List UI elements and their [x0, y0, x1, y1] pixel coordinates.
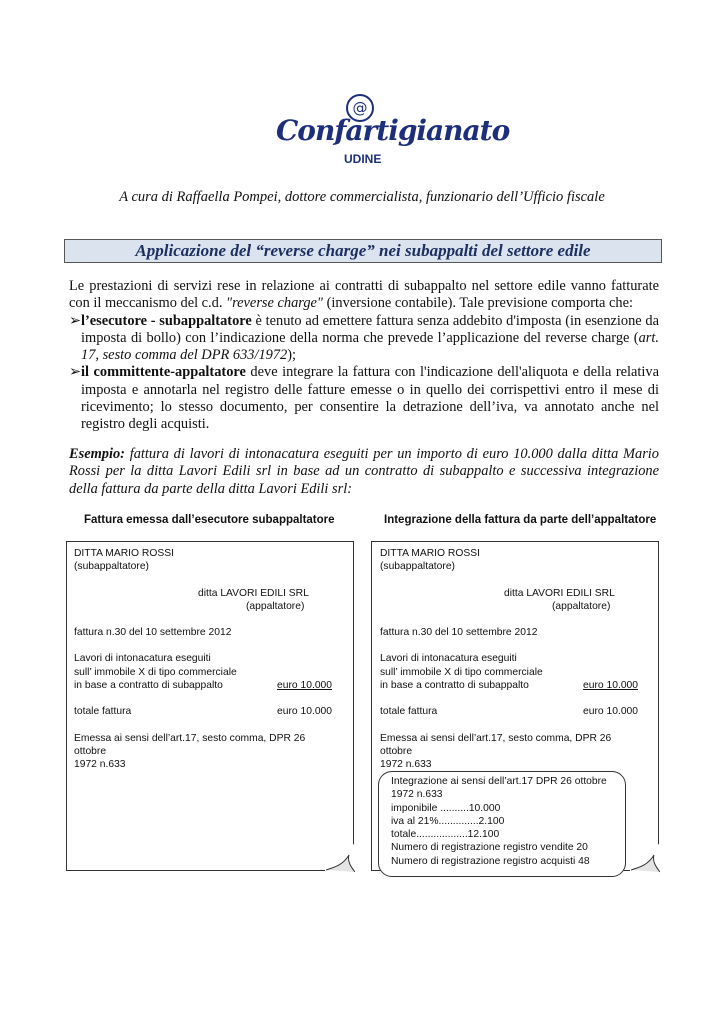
reg-vendite: Numero di registrazione registro vendite 20 — [391, 842, 588, 854]
issuer: DITTA MARIO ROSSI — [74, 548, 174, 559]
total-row — [380, 705, 638, 718]
bullet2-text: deve integrare la fattura con l'indicazione dell'aliquota e della relativa imposta e annotarla nel registro delle fatture emesse o in quello dei corrispettivi entro il mese di ricevimento; lo stesso documento, per consentire la detrazione dell’iva, va annotato anche nel registro degli acquisti. — [81, 364, 659, 433]
invoice-number: fattura n.30 del 10 settembre 2012 — [74, 627, 232, 639]
intro-paragraph — [69, 278, 659, 313]
integration-content — [391, 775, 619, 868]
total-label: totale fattura — [380, 706, 438, 718]
invoice-left-content — [74, 547, 332, 772]
legal-note-1: Emessa ai sensi dell’art.17, sesto comma, DPR 26 ottobre — [74, 732, 306, 757]
total-value: euro 10.000 — [583, 706, 638, 718]
desc-row — [74, 679, 332, 692]
client: ditta LAVORI EDILI SRL — [504, 587, 615, 599]
totale: totale..................12.100 — [391, 829, 500, 841]
desc-line-1: Lavori di intonacatura eseguiti — [74, 653, 211, 665]
bullet1-end: ); — [287, 347, 297, 364]
desc-line-1: Lavori di intonacatura eseguiti — [380, 653, 517, 665]
issuer: DITTA MARIO ROSSI — [380, 548, 480, 559]
integration-line-2: 1972 n.633 — [391, 789, 443, 801]
example-label: Esempio: — [69, 446, 125, 462]
amount: euro 10.000 — [583, 680, 638, 692]
bullet-esecutore — [69, 313, 659, 365]
total-row — [74, 705, 332, 718]
body-text — [69, 278, 659, 434]
reg-acquisti: Numero di registrazione registro acquisti 48 — [391, 855, 590, 867]
client-role: (appaltatore) — [552, 600, 611, 612]
page-curl-icon — [630, 843, 660, 873]
logo-sub: UDINE — [344, 152, 382, 166]
caption-right: Integrazione della fattura da parte dell’appaltatore — [384, 514, 657, 526]
arrow-bullet-icon: ➢ — [69, 312, 82, 329]
reverse-charge-term: "reverse charge" — [226, 295, 323, 312]
logo-name: Confartigianato — [276, 114, 510, 147]
legal-note-1: Emessa ai sensi dell’art.17, sesto comma, DPR 26 ottobre — [380, 732, 612, 757]
example-paragraph — [69, 446, 659, 498]
iva: iva al 21%..............2.100 — [391, 815, 505, 827]
bullet-committente — [69, 364, 659, 433]
logo-at-icon: @ — [346, 94, 374, 122]
arrow-bullet-icon: ➢ — [69, 364, 82, 381]
intro-text-2: (inversione contabile). Tale previsione comporta che: — [322, 295, 633, 312]
intro-text-1: Le prestazioni di servizi rese in relazione ai contratti di subappalto nel settore edile vanno fatturate con il meccanismo del c.d. — [69, 278, 659, 312]
total-label: totale fattura — [74, 706, 132, 718]
legal-note-2: 1972 n.633 — [74, 759, 126, 771]
legal-note-2: 1972 n.633 — [380, 759, 432, 771]
author-line: A cura di Raffaella Pompei, dottore commercialista, funzionario dell’Ufficio fiscale — [119, 189, 605, 205]
page-curl-icon — [325, 843, 355, 873]
invoice-number: fattura n.30 del 10 settembre 2012 — [380, 627, 538, 639]
bullet2-bold: il committente-appaltatore — [81, 364, 246, 381]
desc-line-2: sull’ immobile X di tipo commerciale — [380, 666, 543, 678]
client: ditta LAVORI EDILI SRL — [198, 587, 309, 599]
invoice-right-content — [380, 547, 638, 772]
caption-left: Fattura emessa dall’esecutore subappaltatore — [84, 514, 335, 526]
page-title: Applicazione del “reverse charge” nei subappalti del settore edile — [64, 239, 662, 263]
integration-line-1: Integrazione ai sensi dell’art.17 DPR 26 ottobre — [391, 776, 607, 787]
bullet1-text: è tenuto ad emettere fattura senza addebito d'imposta (in esenzione da imposta di bollo) con l’indicazione della norma che prevede l’applicazione del reverse charge ( — [81, 312, 659, 346]
bullet1-ref: art. 17, sesto comma del DPR 633/1972 — [81, 329, 659, 364]
desc-row — [380, 679, 638, 692]
amount: euro 10.000 — [277, 680, 332, 692]
desc-line-2: sull’ immobile X di tipo commerciale — [74, 666, 237, 678]
issuer-role: (subappaltatore) — [74, 561, 149, 573]
total-value: euro 10.000 — [277, 706, 332, 718]
imponibile: imponibile ..........10.000 — [391, 802, 501, 814]
example-text: fattura di lavori di intonacatura eseguiti per un importo di euro 10.000 dalla ditta Mario Rossi per la ditta Lavori Edili srl in base ad un contratto di subappalto e successiva integrazione della fattura da parte della ditta Lavori Edili srl: — [69, 446, 659, 497]
desc-line-3: in base a contratto di subappalto — [380, 680, 529, 692]
issuer-role: (subappaltatore) — [380, 561, 455, 573]
desc-line-3: in base a contratto di subappalto — [74, 680, 223, 692]
client-role: (appaltatore) — [246, 600, 305, 612]
bullet1-bold: l’esecutore - subappaltatore — [81, 312, 252, 329]
